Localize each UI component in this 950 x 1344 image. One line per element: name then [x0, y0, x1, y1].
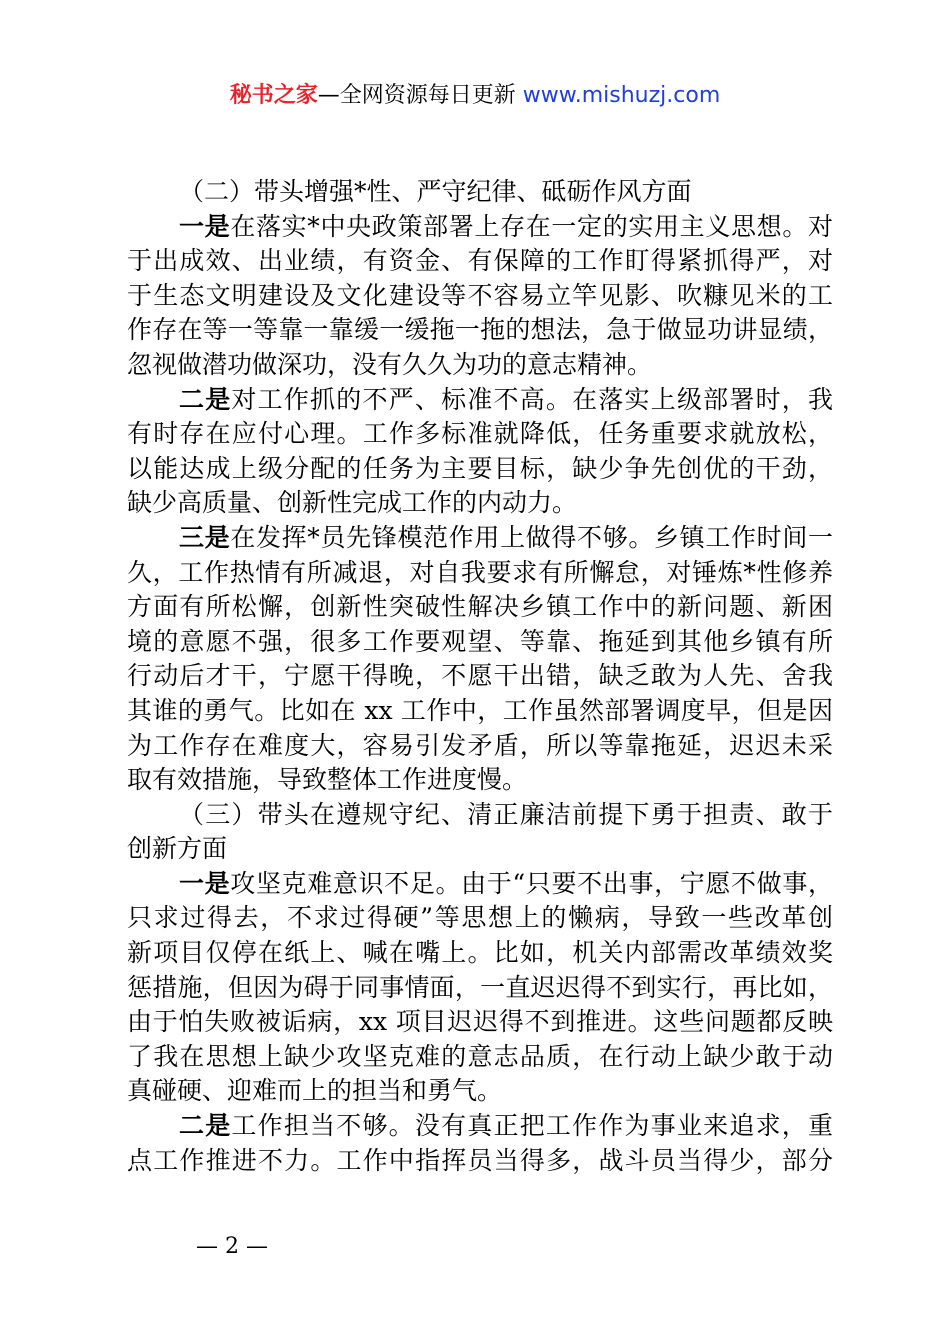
paragraph-line: 一是在落实*中央政策部署上存在一定的实用主义思想。对 — [179, 211, 833, 241]
paragraph-line: 作存在等一等靠一靠缓一缓拖一拖的想法，急于做显功讲显绩， — [127, 315, 833, 345]
paragraph-line: 新项目仅停在纸上、喊在嘴上。比如，机关内部需改革绩效奖 — [127, 938, 833, 968]
paragraph-line: 于出成效、出业绩，有资金、有保障的工作盯得紧抓得严，对 — [127, 246, 833, 276]
lead-phrase: 一是 — [179, 868, 231, 898]
paragraph-line: 了我在思想上缺少攻坚克难的意志品质，在行动上缺少敢于动 — [127, 1041, 833, 1071]
page-number: — 2 — — [196, 1234, 268, 1259]
paragraph-line: 于生态文明建设及文化建设等不容易立竿见影、吹糠见米的工 — [127, 280, 833, 310]
paragraph-line: 行动后才干，宁愿干得晚，不愿干出错，缺乏敢为人先、舍我 — [127, 661, 833, 691]
paragraph-line: 只求过得去，不求过得硬”等思想上的懒病，导致一些改革创 — [127, 903, 833, 933]
lead-phrase: 三是 — [179, 522, 231, 552]
paragraph-line: 二是对工作抓的不严、标准不高。在落实上级部署时，我 — [179, 384, 833, 414]
paragraph-line: 二是工作担当不够。没有真正把工作作为事业来追求，重 — [179, 1111, 833, 1141]
paragraph-line: 久，工作热情有所减退，对自我要求有所懈怠，对锤炼*性修养 — [127, 557, 833, 587]
document-body — [127, 175, 833, 1178]
paragraph-line: 有时存在应付心理。工作多标准就降低，任务重要求就放松， — [127, 419, 833, 449]
lead-phrase: 二是 — [179, 384, 232, 414]
paragraph-line: 其谁的勇气。比如在 xx 工作中，工作虽然部署调度早，但是因 — [127, 695, 833, 725]
site-header — [0, 80, 950, 112]
paragraph-line: 境的意愿不强，很多工作要观望、等靠、拖延到其他乡镇有所 — [127, 626, 833, 656]
lead-phrase: 一是 — [179, 211, 231, 241]
paragraph-line: 方面有所松懈，创新性突破性解决乡镇工作中的新问题、新困 — [127, 592, 833, 622]
paragraph-line: 缺少高质量、创新性完成工作的内动力。 — [127, 488, 578, 518]
site-name: 秘书之家 — [229, 83, 318, 108]
section-heading-2: （二）带头增强*性、严守纪律、砥砺作风方面 — [179, 177, 692, 206]
lead-phrase: 二是 — [179, 1111, 232, 1141]
site-url-link[interactable]: www.mishuzj.com — [522, 83, 721, 108]
section-heading-3: （三）带头在遵规守纪、清正廉洁前提下勇于担责、敢于 — [179, 799, 833, 829]
paragraph-line: 忽视做潜功做深功，没有久久为功的意志精神。 — [127, 349, 653, 379]
paragraph-line: 三是在发挥*员先锋模范作用上做得不够。乡镇工作时间一 — [179, 522, 833, 552]
site-tagline: —全网资源每日更新 — [317, 83, 516, 108]
section-heading-3-cont: 创新方面 — [127, 834, 228, 864]
paragraph-line: 惩措施，但因为碍于同事情面，一直迟迟得不到实行，再比如， — [127, 972, 833, 1002]
paragraph-line: 点工作推进不力。工作中指挥员当得多，战斗员当得少，部分 — [127, 1145, 833, 1175]
paragraph-line: 以能达成上级分配的任务为主要目标，缺少争先创优的干劲， — [127, 453, 833, 483]
paragraph-line: 一是攻坚克难意识不足。由于“只要不出事，宁愿不做事， — [179, 868, 833, 898]
paragraph-line: 真碰硬、迎难而上的担当和勇气。 — [127, 1076, 503, 1106]
paragraph-line: 由于怕失败被诟病，xx 项目迟迟得不到推进。这些问题都反映 — [127, 1007, 833, 1037]
paragraph-line: 取有效措施，导致整体工作进度慢。 — [127, 765, 528, 795]
paragraph-line: 为工作存在难度大，容易引发矛盾，所以等靠拖延，迟迟未采 — [127, 730, 833, 760]
